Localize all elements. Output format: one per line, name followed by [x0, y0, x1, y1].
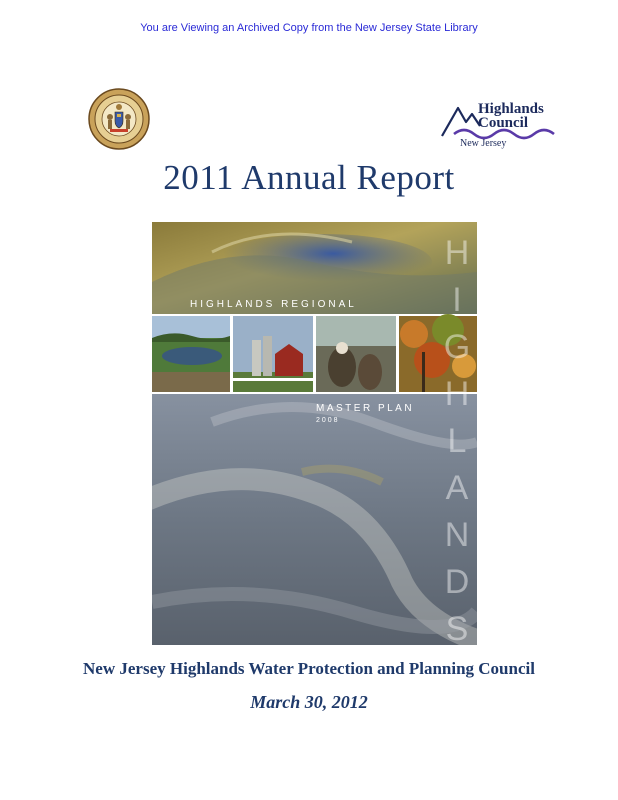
cover-letter: I [452, 281, 462, 319]
logo-state: New Jersey [460, 138, 507, 149]
cover-vertical-text [442, 230, 472, 645]
cover-label-master-plan: MASTER PLAN [316, 403, 415, 414]
cover-label-regional: HIGHLANDS REGIONAL [190, 299, 357, 310]
archive-notice: You are Viewing an Archived Copy from the New Jersey State Library [140, 22, 478, 34]
cover-letter: S [445, 610, 469, 645]
cover-letter: N [444, 516, 470, 554]
cover-letter: H [444, 234, 470, 272]
cover-letter: A [445, 469, 469, 507]
logo-name [478, 102, 544, 130]
report-title: 2011 Annual Report [163, 158, 455, 197]
cover-letter: H [444, 375, 470, 413]
logo-name-line1: Highlands [478, 101, 544, 117]
state-seal-icon [88, 88, 150, 150]
report-date: March 30, 2012 [250, 692, 368, 712]
logo-name-line2: Council [478, 115, 529, 131]
council-name: New Jersey Highlands Water Protection and Planning Council [83, 659, 535, 678]
highlands-council-logo [440, 96, 560, 156]
cover-letter: L [447, 422, 467, 460]
cover-image [152, 222, 477, 645]
cover-label-year: 2008 [316, 417, 340, 424]
cover-letter: D [444, 563, 470, 601]
cover-letter: G [443, 328, 471, 366]
